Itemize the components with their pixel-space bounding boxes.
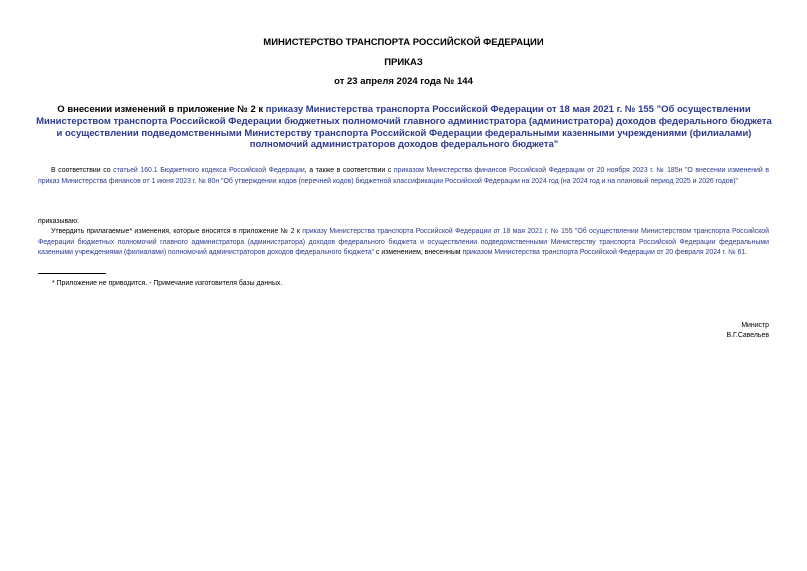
document-title (34, 104, 774, 151)
p1-text-a: В соответствии со (51, 167, 114, 174)
document-type: ПРИКАЗ (384, 57, 423, 68)
title-link[interactable]: приказу Министерства транспорта Российской Федерации от 18 мая 2021 г. № 155 "Об осуществлении Министерством транспорта Российской Федерации бюджетных полномочий главного администратора (администратора) доходов федерального бюджета и осуществлении подведомственными Министерству транспорта Российской Федерации федеральными казенными учреждениями (филиалами) полномочий администраторов доходов федерального бюджета" (36, 104, 772, 151)
title-prefix: О внесении изменений в приложение № 2 к (57, 104, 266, 115)
document-date-number: от 23 апреля 2024 года № 144 (334, 76, 473, 87)
p1-text-b: , а также в соответствии с (304, 167, 394, 174)
budget-code-link[interactable]: статьей 160.1 Бюджетного кодекса Российской Федерации (113, 167, 305, 174)
p3-text-b: с изменением, внесенным (374, 249, 463, 257)
paragraph-basis (38, 166, 769, 187)
mintrans-order-61-link[interactable]: приказом Министерства транспорта Российской Федерации от 20 февраля 2024 г. № 61 (462, 249, 746, 257)
p3-text-c: . (745, 249, 748, 257)
p3-text-a: Утвердить прилагаемые* изменения, которые вносятся в приложение № 2 к (51, 228, 303, 235)
paragraph-order-word: приказываю: (38, 218, 79, 225)
ministry-heading: МИНИСТЕРСТВО ТРАНСПОРТА РОССИЙСКОЙ ФЕДЕРАЦИИ (263, 37, 544, 48)
signature-position: Министр (741, 322, 769, 329)
paragraph-approve (38, 227, 769, 259)
minfin-order-link[interactable]: приказом Министерства финансов Российской Федерации от 20 ноября 2023 г. № 185н "О внесении изменений в приказ Министерства финансов от 1 июня 2023 г. № 80н "Об утверждении кодов (перечней кодов) бюджетной классификации Российской Федерации на 2024 год (на 2024 год и на плановый период 2025 и 2026 годов)" (38, 167, 769, 185)
mintrans-order-155-link[interactable]: приказу Министерства транспорта Российской Федерации от 18 мая 2021 г. № 155 "Об осуществлении Министерством транспорта Российской Федерации бюджетных полномочий главного администратора (администратора) доходов федерального бюджета и осуществлении подведомственными Министерству транспорта Российской Федерации федеральными казенными учреждениями (филиалами) полномочий администраторов доходов федерального бюджета" (38, 228, 769, 257)
signature-name: В.Г.Савельев (726, 332, 769, 339)
footnote-divider (38, 273, 106, 274)
footnote: * Приложение не приводится. - Примечание изготовителя базы данных. (52, 280, 283, 287)
